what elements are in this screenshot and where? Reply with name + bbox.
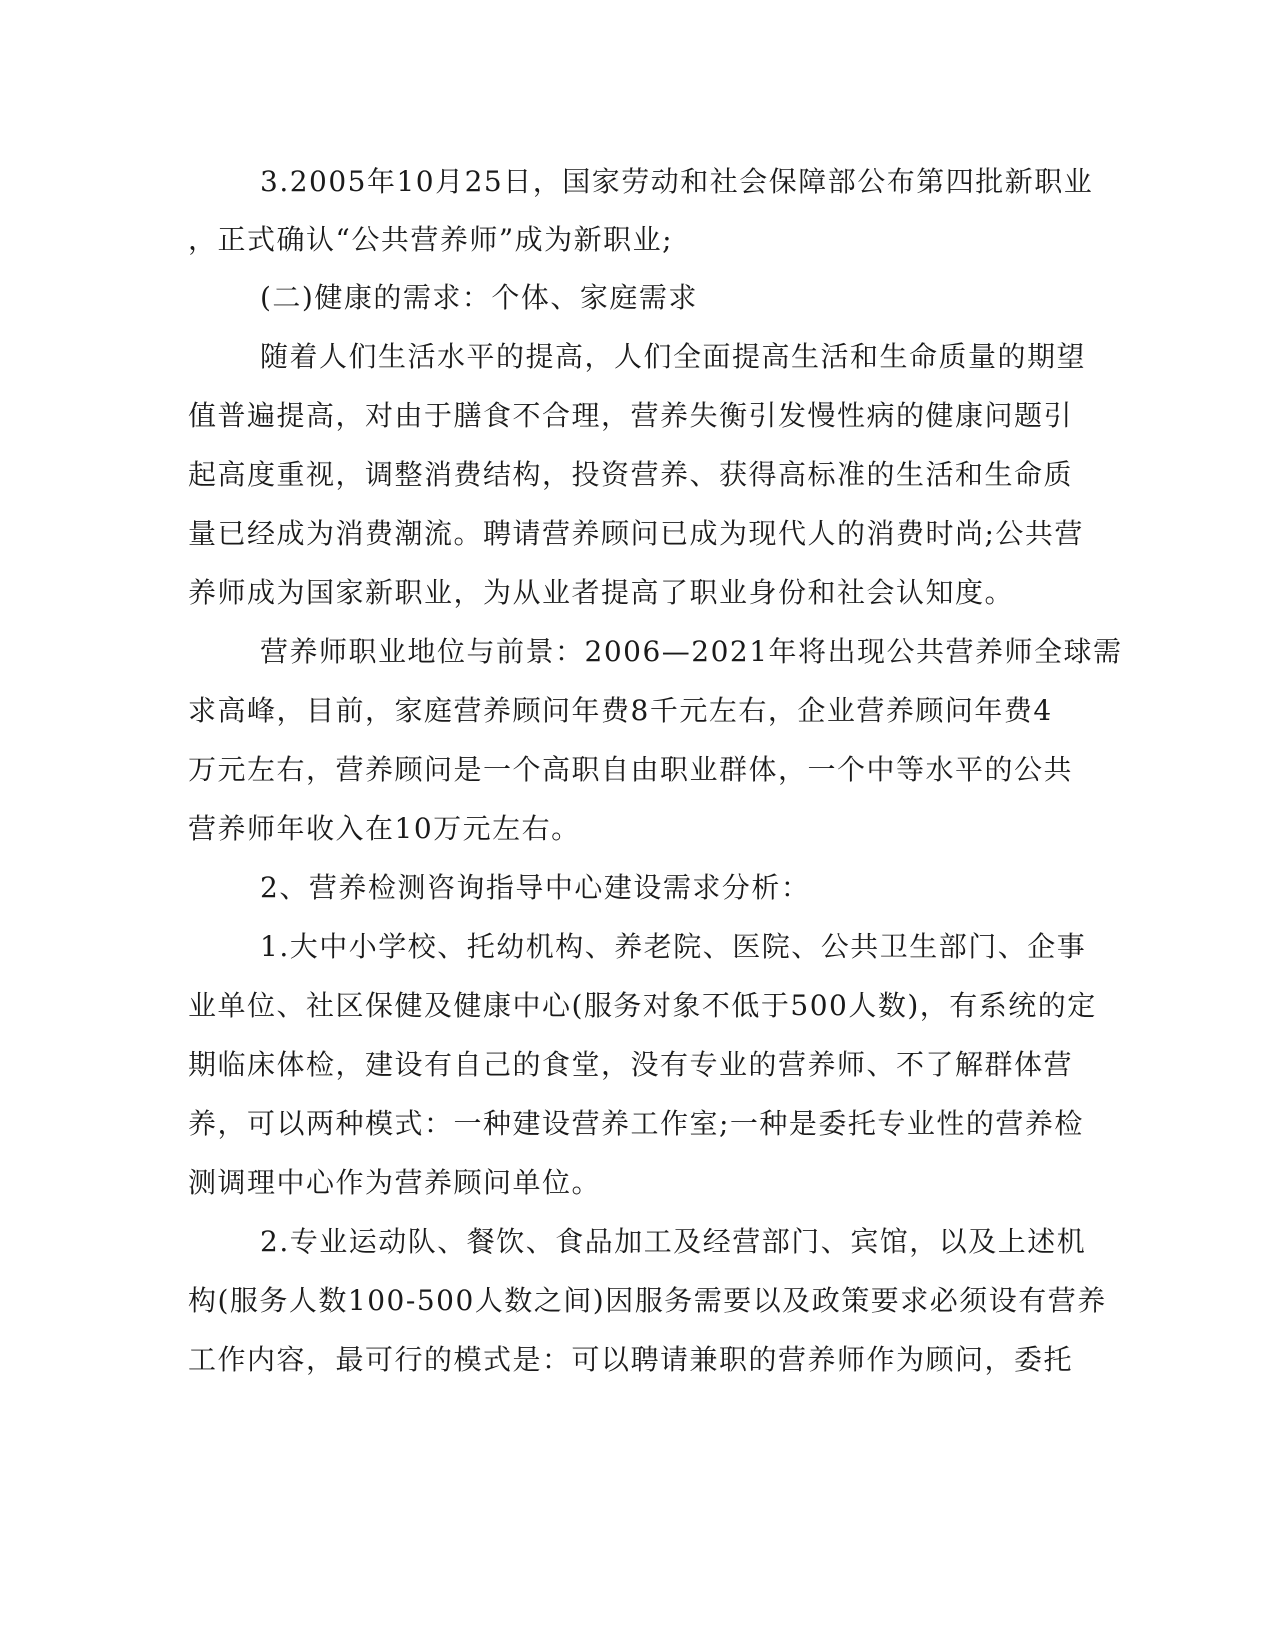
section-heading: 2、营养检测咨询指导中心建设需求分析： xyxy=(260,871,811,904)
text-line: 万元左右，营养顾问是一个高职自由职业群体，一个中等水平的公共 xyxy=(188,753,1074,786)
text-line: 工作内容，最可行的模式是：可以聘请兼职的营养师作为顾问，委托 xyxy=(188,1343,1074,1376)
text-line: 值普遍提高，对由于膳食不合理，营养失衡引发慢性病的健康问题引 xyxy=(188,399,1074,432)
text-line: 随着人们生活水平的提高，人们全面提高生活和生命质量的期望 xyxy=(260,340,1087,373)
text-line: 业单位、社区保健及健康中心(服务对象不低于500人数)，有系统的定 xyxy=(188,989,1097,1022)
text-line: 1.大中小学校、托幼机构、养老院、医院、公共卫生部门、企事 xyxy=(260,930,1087,963)
text-line: 起高度重视，调整消费结构，投资营养、获得高标准的生活和生命质 xyxy=(188,458,1074,491)
text-line: 3.2005年10月25日，国家劳动和社会保障部公布第四批新职业 xyxy=(260,165,1094,198)
text-line: 养，可以两种模式：一种建设营养工作室;一种是委托专业性的营养检 xyxy=(188,1107,1084,1140)
text-line: 养师成为国家新职业，为从业者提高了职业身份和社会认知度。 xyxy=(188,576,1015,609)
text-line: 量已经成为消费潮流。聘请营养顾问已成为现代人的消费时尚;公共营 xyxy=(188,517,1084,550)
text-line: 期临床体检，建设有自己的食堂，没有专业的营养师、不了解群体营 xyxy=(188,1048,1074,1081)
text-line: 2.专业运动队、餐饮、食品加工及经营部门、宾馆，以及上述机 xyxy=(260,1225,1087,1258)
section-heading: (二)健康的需求：个体、家庭需求 xyxy=(260,281,698,314)
text-line: 求高峰，目前，家庭营养顾问年费8千元左右，企业营养顾问年费4 xyxy=(188,694,1053,727)
text-line: 营养师年收入在10万元左右。 xyxy=(188,812,581,845)
text-line: 营养师职业地位与前景：2006—2021年将出现公共营养师全球需 xyxy=(260,635,1123,668)
text-line: 测调理中心作为营养顾问单位。 xyxy=(188,1166,602,1199)
text-line: 构(服务人数100-500人数之间)因服务需要以及政策要求必须设有营养 xyxy=(188,1284,1107,1317)
text-line: ，正式确认“公共营养师”成为新职业; xyxy=(188,223,674,256)
